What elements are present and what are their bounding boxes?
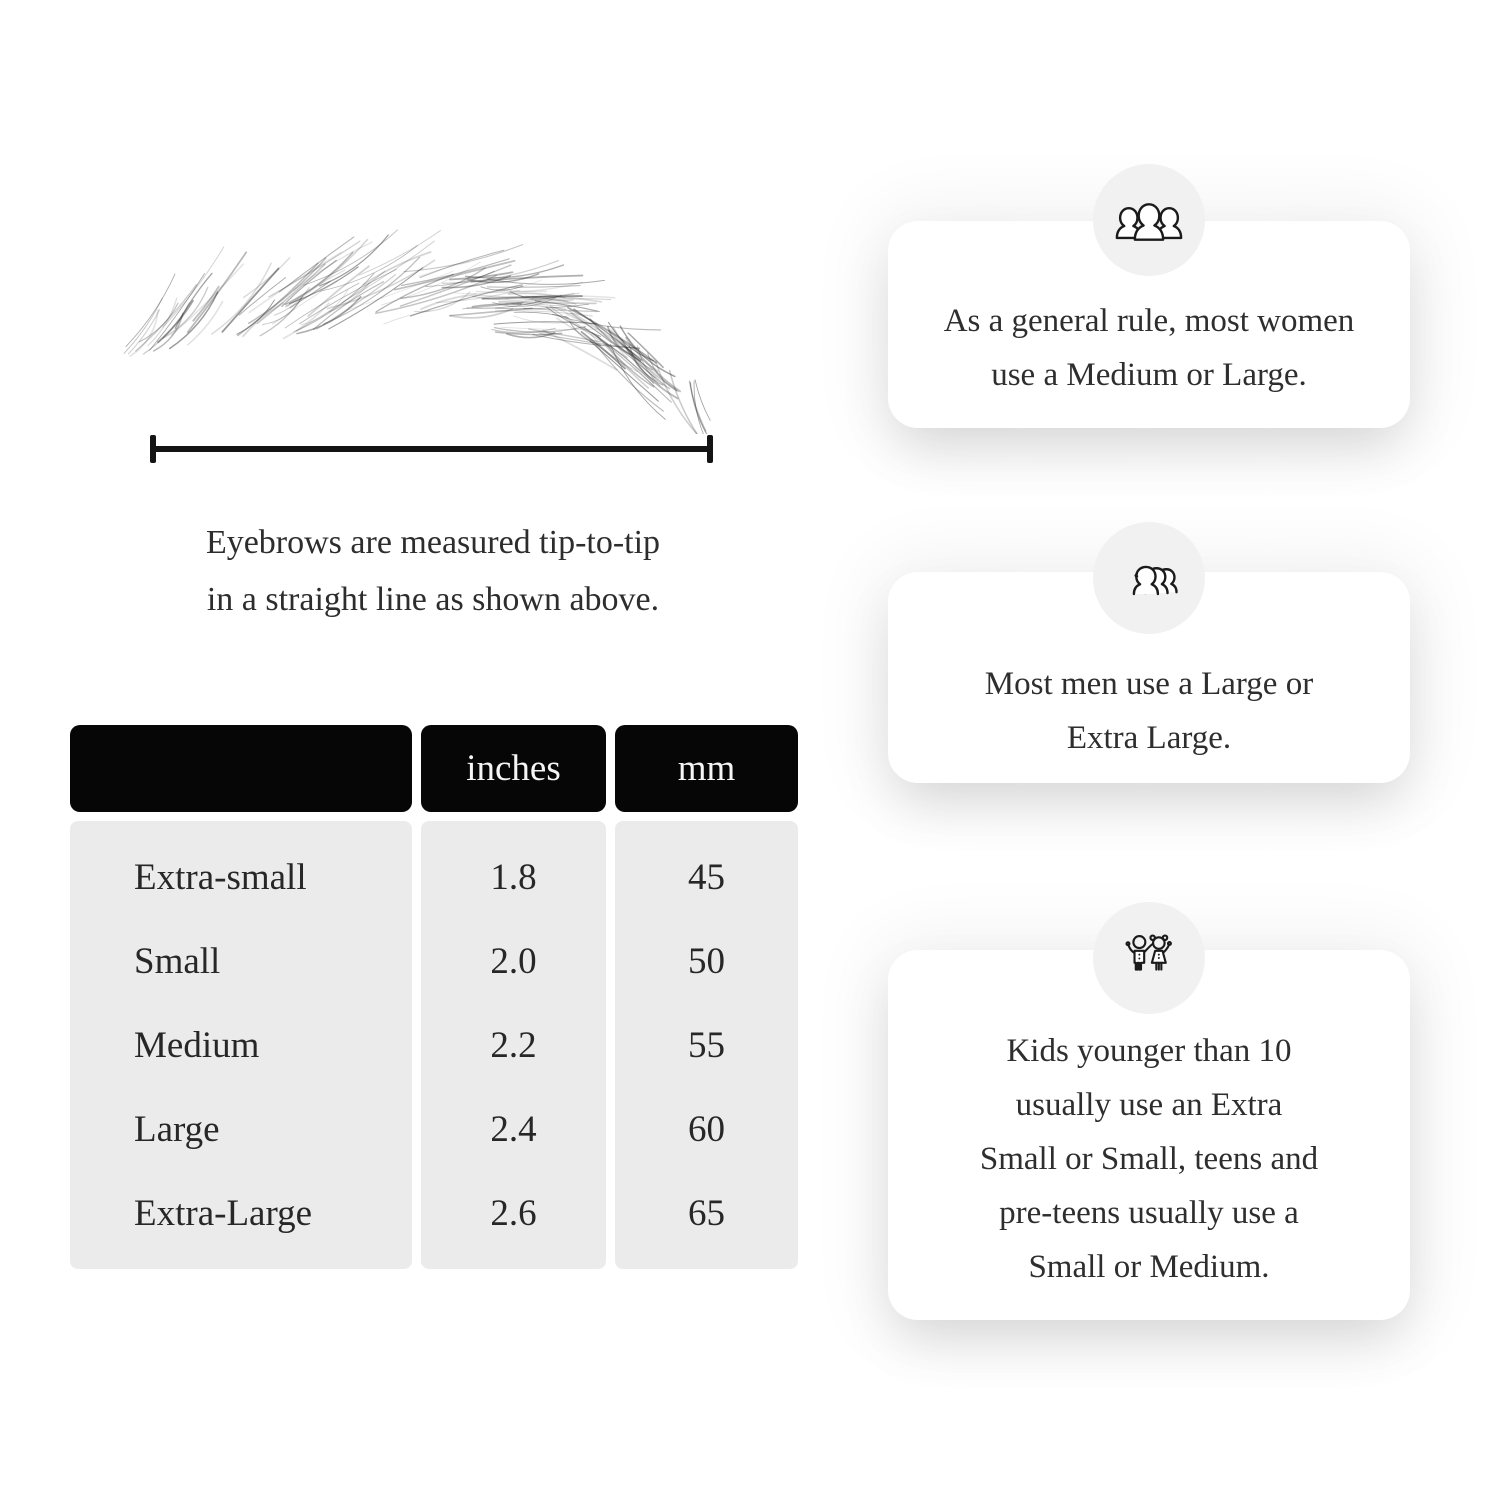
table-cell: 2.4 [490,1108,537,1150]
size-table [70,725,798,1269]
table-cell: Large [134,1108,220,1150]
card-text-line: Small or Medium. [1028,1249,1270,1285]
size-table-column-inches [421,725,606,1269]
table-cell: 2.6 [490,1192,537,1234]
card-text-women [928,294,1371,402]
table-cell: 2.0 [490,940,537,982]
info-card-women [888,221,1410,428]
men-icon [1117,553,1181,603]
card-text-line: usually use an Extra [1015,1087,1283,1123]
table-cell: Extra-small [134,856,307,898]
size-table-body [615,821,798,1269]
women-icon [1115,195,1183,245]
size-table-body [70,821,412,1269]
measurement-line-right-cap [707,435,713,463]
table-cell: 2.2 [490,1024,537,1066]
measurement-line [150,435,713,463]
size-table-column-labels [70,725,412,1269]
measurement-line-left-cap [150,435,156,463]
table-cell: 60 [688,1108,725,1150]
table-cell: 45 [688,856,725,898]
card-text-men [969,657,1329,765]
column-header-inches: inches [421,725,606,812]
table-cell: Medium [134,1024,260,1066]
info-card-men [888,572,1410,783]
figure-caption-line: in a straight line as shown above. [206,581,660,618]
card-text-line: Extra Large. [1066,719,1232,756]
size-table-column-mm [615,725,798,1269]
kids-icon [1118,931,1180,985]
table-cell: Small [134,940,221,982]
women-icon-circle [1093,164,1205,276]
card-text-line: Kids younger than 10 [1006,1033,1292,1069]
card-text-line: use a Medium or Large. [991,356,1307,393]
card-text-kids [964,1024,1334,1294]
table-cell: 65 [688,1192,725,1234]
card-text-line: Small or Small, teens and [979,1141,1319,1177]
card-text-line: As a general rule, most women [943,302,1355,339]
kids-icon-circle [1093,902,1205,1014]
measurement-line-bar [150,446,713,452]
figure-caption-line: Eyebrows are measured tip-to-tip [205,524,661,561]
size-table-body [421,821,606,1269]
figure-caption [85,514,781,628]
table-cell: 1.8 [490,856,537,898]
men-icon-circle [1093,522,1205,634]
column-header-mm: mm [615,725,798,812]
table-cell: Extra-Large [134,1192,313,1234]
card-text-line: pre-teens usually use a [999,1195,1299,1231]
card-text-line: Most men use a Large or [984,665,1314,702]
table-cell: 55 [688,1024,725,1066]
column-header-blank [70,725,412,812]
info-card-kids [888,950,1410,1320]
eyebrow-illustration [118,222,722,434]
table-cell: 50 [688,940,725,982]
